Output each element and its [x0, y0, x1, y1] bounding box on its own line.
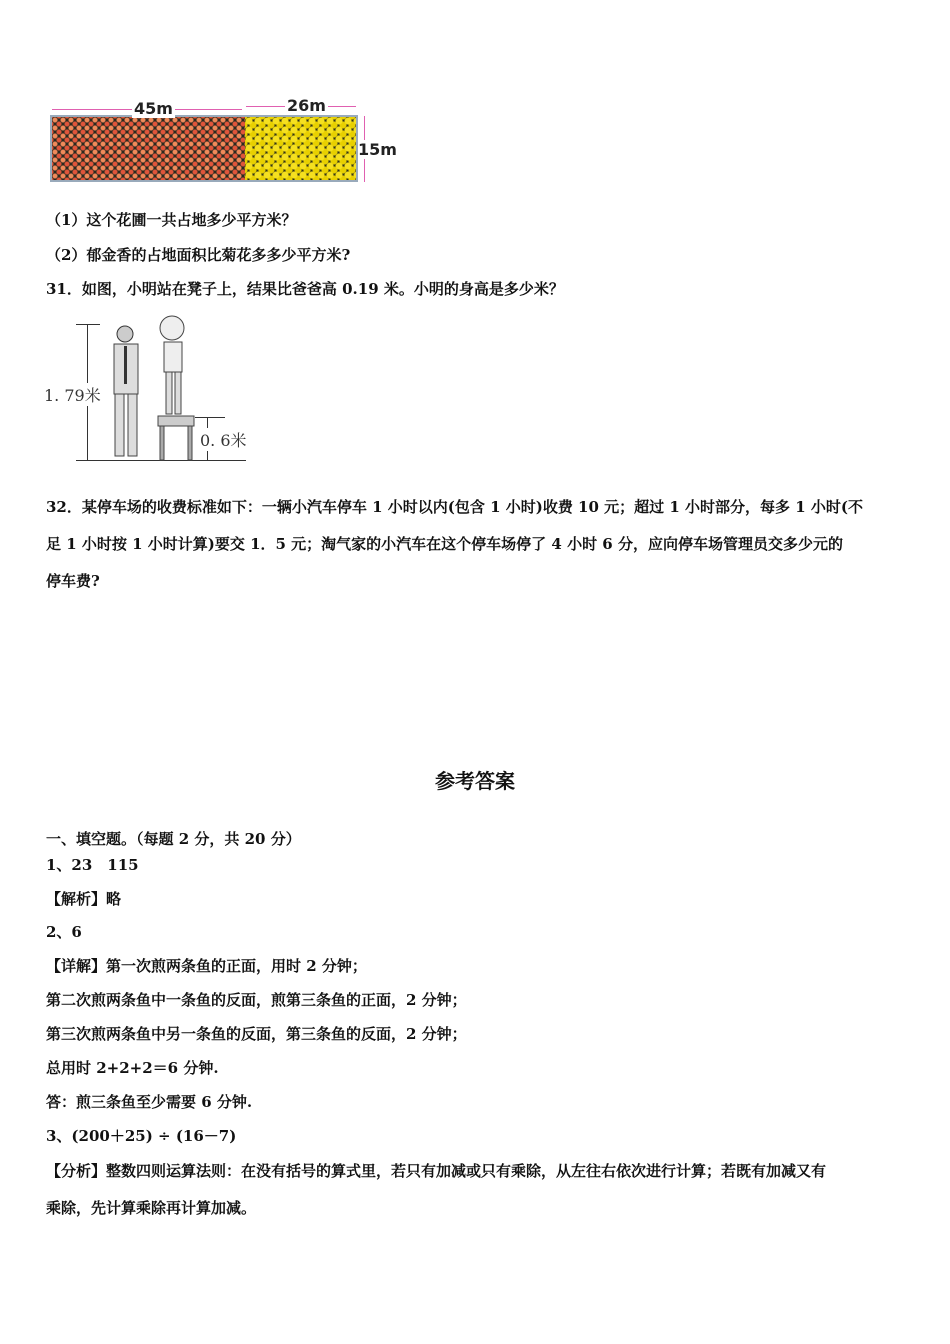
answer-2-line3: 第三次煎两条鱼中另一条鱼的反面，第三条鱼的反面，2 分钟； [46, 1025, 467, 1043]
tulip-area [52, 117, 245, 180]
answer-2-line4: 总用时 2+2+2＝6 分钟. [46, 1059, 219, 1077]
label-stool-height: 0. 6米 [200, 428, 247, 451]
q32-line1: 32．某停车场的收费标准如下：一辆小汽车停车 1 小时以内(包含 1 小时)收费 10 元；超过 1 小时部分，每多 1 小时(不 [46, 498, 864, 516]
answer-1-analysis: 【解析】略 [46, 890, 122, 908]
label-dad-height: 1. 79米 [44, 383, 101, 406]
q30-sub2: （2）郁金香的占地面积比菊花多多少平方米? [46, 246, 351, 264]
answer-2: 2、6 [46, 923, 82, 941]
top-tick [76, 324, 100, 325]
answer-3-line1: 【分析】整数四则运算法则：在没有括号的算式里，若只有加减或只有乘除，从左往右依次进行计算；若既有加减又有 [46, 1162, 827, 1180]
answer-2-line2: 第二次煎两条鱼中一条鱼的反面，煎第三条鱼的正面，2 分钟； [46, 991, 467, 1009]
q32-line2: 足 1 小时按 1 小时计算)要交 1．5 元；淘气家的小汽车在这个停车场停了 4 小时 6 分，应向停车场管理员交多少元的 [46, 535, 843, 553]
section1-heading: 一、填空题。（每题 2 分，共 20 分） [46, 830, 301, 848]
answer-2-line5: 答：煎三条鱼至少需要 6 分钟. [46, 1093, 253, 1111]
answer-3: 3、(200＋25) ÷ (16－7) [46, 1127, 237, 1145]
answers-title: 参考答案 [435, 769, 515, 793]
chrysanthemum-area [245, 117, 356, 180]
q31-text: 31．如图，小明站在凳子上，结果比爸爸高 0.19 米。小明的身高是多少米？ [46, 280, 564, 298]
q30-sub1: （1）这个花圃一共占地多少平方米？ [46, 211, 297, 229]
father-illustration [105, 322, 155, 462]
label-45m: 45m [134, 99, 173, 118]
answer-1: 1、23 115 [46, 856, 139, 874]
label-15m: 15m [358, 140, 397, 159]
answer-3-line2: 乘除，先计算乘除再计算加减。 [46, 1199, 257, 1217]
label-26m: 26m [287, 96, 326, 115]
xiaoming-on-stool-illustration [150, 312, 200, 464]
stool-top-tick [195, 417, 225, 418]
q32-line3: 停车费? [46, 572, 100, 590]
answer-2-line1: 【详解】第一次煎两条鱼的正面，用时 2 分钟； [46, 957, 367, 975]
flower-bed-image [50, 115, 358, 182]
